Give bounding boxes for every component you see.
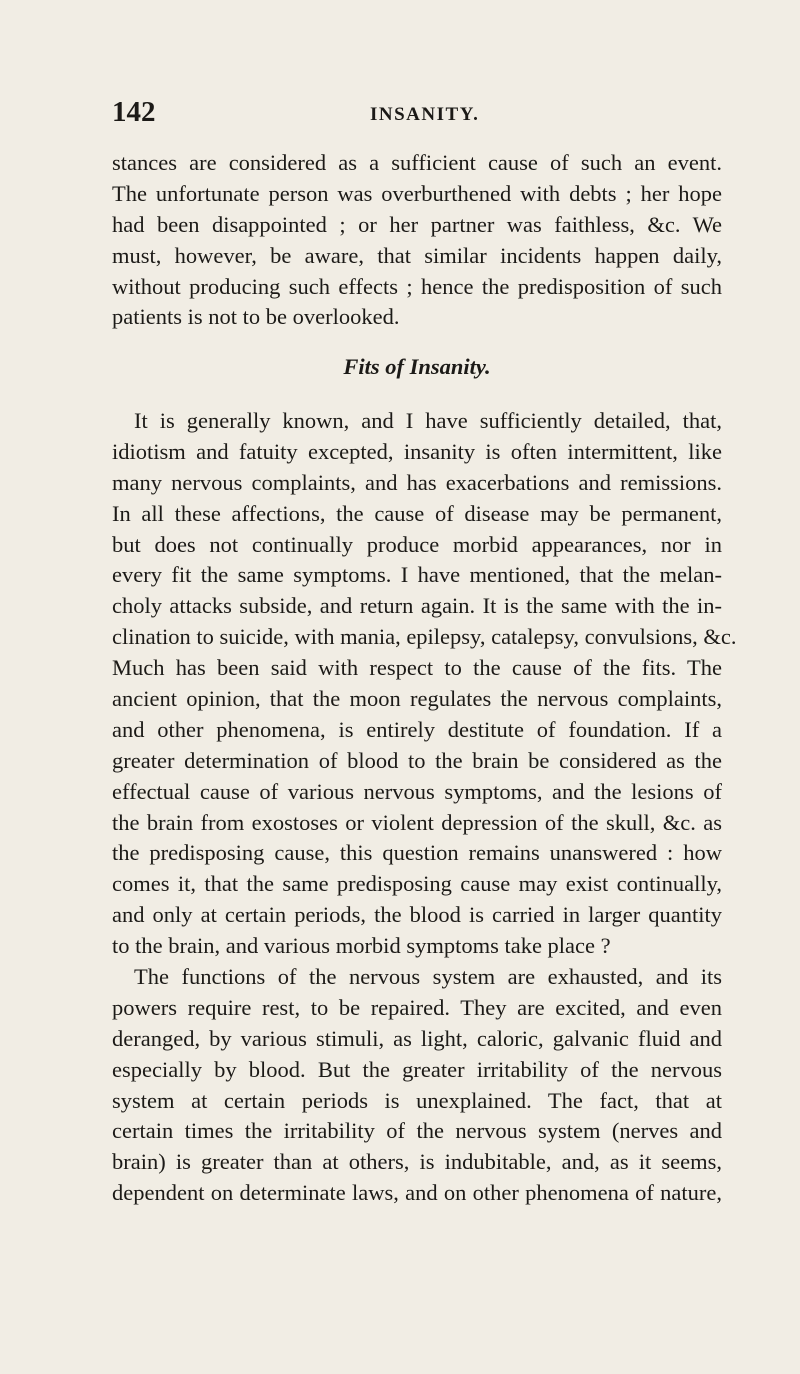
text-line: clination to suicide, with mania, epilepsy, catalepsy, convulsions, &c.	[112, 624, 737, 650]
text-line: but does not continually produce morbid appearances, nor in	[112, 531, 722, 557]
text-line: It is generally known, and I have sufficiently detailed, that,	[134, 408, 722, 433]
text-line: dependent on determinate laws, and on other phenomena of nature,	[112, 1180, 722, 1206]
text-line: the brain from exostoses or violent depression of the skull, &c. as	[112, 809, 722, 835]
text-line: brain) is greater than at others, is indubitable, and, as it seems,	[112, 1149, 722, 1175]
running-head: INSANITY.	[370, 104, 480, 125]
text-line: patients is not to be overlooked.	[112, 304, 400, 330]
text-line: comes it, that the same predisposing cause may exist continually,	[112, 871, 722, 897]
section-heading: Fits of Insanity.	[343, 354, 491, 379]
text-line: many nervous complaints, and has exacerbations and remissions.	[112, 469, 722, 495]
text-line: Much has been said with respect to the cause of the fits. The	[112, 655, 722, 681]
text-line: had been disappointed ; or her partner was faithless, &c. We	[112, 211, 722, 237]
text-line: system at certain periods is unexplained. The fact, that at	[112, 1087, 722, 1113]
text-line: effectual cause of various nervous symptoms, and the lesions of	[112, 778, 722, 804]
text-line: to the brain, and various morbid symptoms take place ?	[112, 933, 611, 959]
text-line: and only at certain periods, the blood is carried in larger quantity	[112, 902, 722, 928]
page-header	[112, 96, 720, 130]
text-line: deranged, by various stimuli, as light, caloric, galvanic fluid and	[112, 1025, 722, 1051]
text-line: every fit the same symptoms. I have mentioned, that the melan-	[112, 562, 722, 588]
text-line: especially by blood. But the greater irritability of the nervous	[112, 1056, 722, 1082]
text-line: choly attacks subside, and return again. It is the same with the in-	[112, 593, 722, 619]
text-line: The functions of the nervous system are exhausted, and its	[134, 964, 722, 990]
page-number: 142	[112, 96, 156, 128]
text-line: greater determination of blood to the brain be considered as the	[112, 747, 722, 773]
text-line: without producing such effects ; hence the predisposition of such	[112, 273, 722, 299]
text-line: the predisposing cause, this question remains unanswered : how	[112, 840, 722, 866]
text-line: In all these affections, the cause of disease may be permanent,	[112, 500, 722, 526]
text-line: idiotism and fatuity excepted, insanity is often intermittent, like	[112, 438, 722, 464]
text-line: must, however, be aware, that similar incidents happen daily,	[112, 242, 722, 268]
text-line: ancient opinion, that the moon regulates the nervous complaints,	[112, 686, 722, 712]
paragraph-1	[112, 148, 722, 333]
text-line: and other phenomena, is entirely destitute of foundation. If a	[112, 716, 722, 742]
text-line: The unfortunate person was overburthened with debts ; her hope	[112, 180, 722, 206]
text-line: powers require rest, to be repaired. They are excited, and even	[112, 994, 722, 1020]
text-line: stances are considered as a sufficient cause of such an event.	[112, 150, 722, 175]
text-line: certain times the irritability of the nervous system (nerves and	[112, 1118, 722, 1144]
paragraph-2	[112, 406, 737, 1209]
